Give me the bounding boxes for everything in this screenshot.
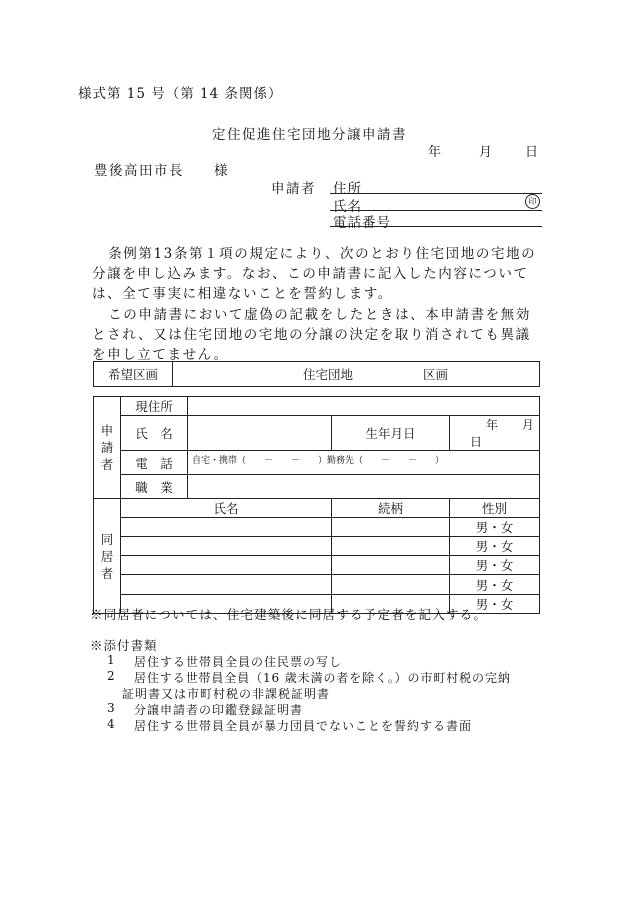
current-address-field[interactable] xyxy=(188,397,540,416)
phone-label: 電話番号 xyxy=(333,215,391,231)
cohabitant-name-field[interactable] xyxy=(121,556,332,575)
cohabitant-relation-field[interactable] xyxy=(332,575,450,595)
attachment-item-number: 4 xyxy=(107,717,115,731)
applicant-section-label: 申 請 者 xyxy=(94,397,121,499)
applicant-table xyxy=(93,396,540,614)
cohabitant-relation-field[interactable] xyxy=(332,537,450,556)
cohabitant-gender-field[interactable]: 男・女 xyxy=(450,518,540,537)
date-day-label: 日 xyxy=(525,145,539,160)
cohabitant-row xyxy=(94,556,540,575)
applicant-phone-field[interactable]: 自宅・携帯（ － － ）勤務先（ － － ） xyxy=(188,451,540,475)
attachment-item-continuation: 証明書又は市町村税の非課税証明書 xyxy=(122,687,331,701)
address-label: 住所 xyxy=(333,181,362,197)
applicant-label: 申請者 xyxy=(271,181,316,197)
attachment-item-text: 分譲申請者の印鑑登録証明書 xyxy=(134,703,304,717)
form-title: 定住促進住宅団地分譲申請書 xyxy=(212,127,407,143)
cohabitant-name-field[interactable] xyxy=(121,518,332,537)
cohabitant-relation-field[interactable] xyxy=(332,556,450,575)
attachment-item-text: 居住する世帯員全員の住民票の写し xyxy=(134,655,343,669)
date-month-label: 月 xyxy=(479,145,493,160)
seal-mark: 印 xyxy=(525,194,540,209)
cohabitant-row xyxy=(94,518,540,537)
cohabitant-relation-field[interactable] xyxy=(332,518,450,537)
cohabitant-name-header: 氏名 xyxy=(121,499,332,518)
cohabitant-row xyxy=(94,575,540,595)
desired-plot-value[interactable] xyxy=(173,362,540,387)
cohabitant-note: ※同居者については、住宅建築後に同居する予定者を記入する。 xyxy=(90,607,488,622)
attachment-item-text: 居住する世帯員全員が暴力団員でないことを誓約する書面 xyxy=(134,719,473,733)
birthdate-label: 生年月日 xyxy=(332,416,450,451)
form-number: 様式第 15 号（第 14 条関係） xyxy=(78,86,283,102)
applicant-name-label: 氏 名 xyxy=(121,416,188,451)
occupation-field[interactable] xyxy=(188,475,540,499)
name-label: 氏名 xyxy=(333,199,362,215)
plot-label: 区画 xyxy=(423,367,449,382)
applicant-phone-label: 電 話 xyxy=(121,451,188,475)
applicant-name-field[interactable] xyxy=(188,416,332,451)
date-year-label: 年 xyxy=(428,145,442,160)
occupation-label: 職 業 xyxy=(121,475,188,499)
attachment-item-number: 2 xyxy=(107,669,115,683)
addressee: 豊後高田市長 様 xyxy=(94,163,229,179)
cohabitant-gender-header: 性別 xyxy=(450,499,540,518)
cohabitant-name-field[interactable] xyxy=(121,575,332,595)
birthdate-field[interactable]: 年 月 日 xyxy=(450,416,540,451)
cohabitant-gender-field[interactable]: 男・女 xyxy=(450,537,540,556)
cohabitant-gender-field[interactable]: 男・女 xyxy=(450,575,540,595)
current-address-label: 現住所 xyxy=(121,397,188,416)
attachment-item-number: 3 xyxy=(107,701,115,715)
cohabitant-relation-header: 続柄 xyxy=(332,499,450,518)
cohabitant-name-field[interactable] xyxy=(121,537,332,556)
cohabitant-gender-field[interactable]: 男・女 xyxy=(450,556,540,575)
attachment-item-text: 居住する世帯員全員（16 歳未満の者を除く。）の市町村税の完納 xyxy=(134,671,511,685)
phone-underline xyxy=(330,226,542,227)
cohabitant-gender-field[interactable]: 男・女 xyxy=(450,595,540,614)
estate-label: 住宅団地 xyxy=(303,367,354,382)
cohabitants-section-label: 同 居 者 xyxy=(94,499,121,614)
declaration-paragraph-1: 条例第13条第１項の規定により、次のとおり住宅団地の宅地の分譲を申し込みます。なお、この申請書に記入した内容については、全て事実に相違ないことを誓約します。 xyxy=(92,246,537,302)
cohabitant-row xyxy=(94,537,540,556)
desired-plot-table xyxy=(93,361,540,387)
declaration-paragraph-2: この申請書において虚偽の記載をしたときは、本申請書を無効とされ、又は住宅団地の宅地の分譲の決定を取り消されても異議を申し立てません。 xyxy=(92,307,531,363)
attachments-heading: ※添付書類 xyxy=(90,638,158,653)
attachment-item-number: 1 xyxy=(107,653,115,667)
desired-plot-label: 希望区画 xyxy=(94,362,173,387)
address-underline xyxy=(330,193,542,194)
